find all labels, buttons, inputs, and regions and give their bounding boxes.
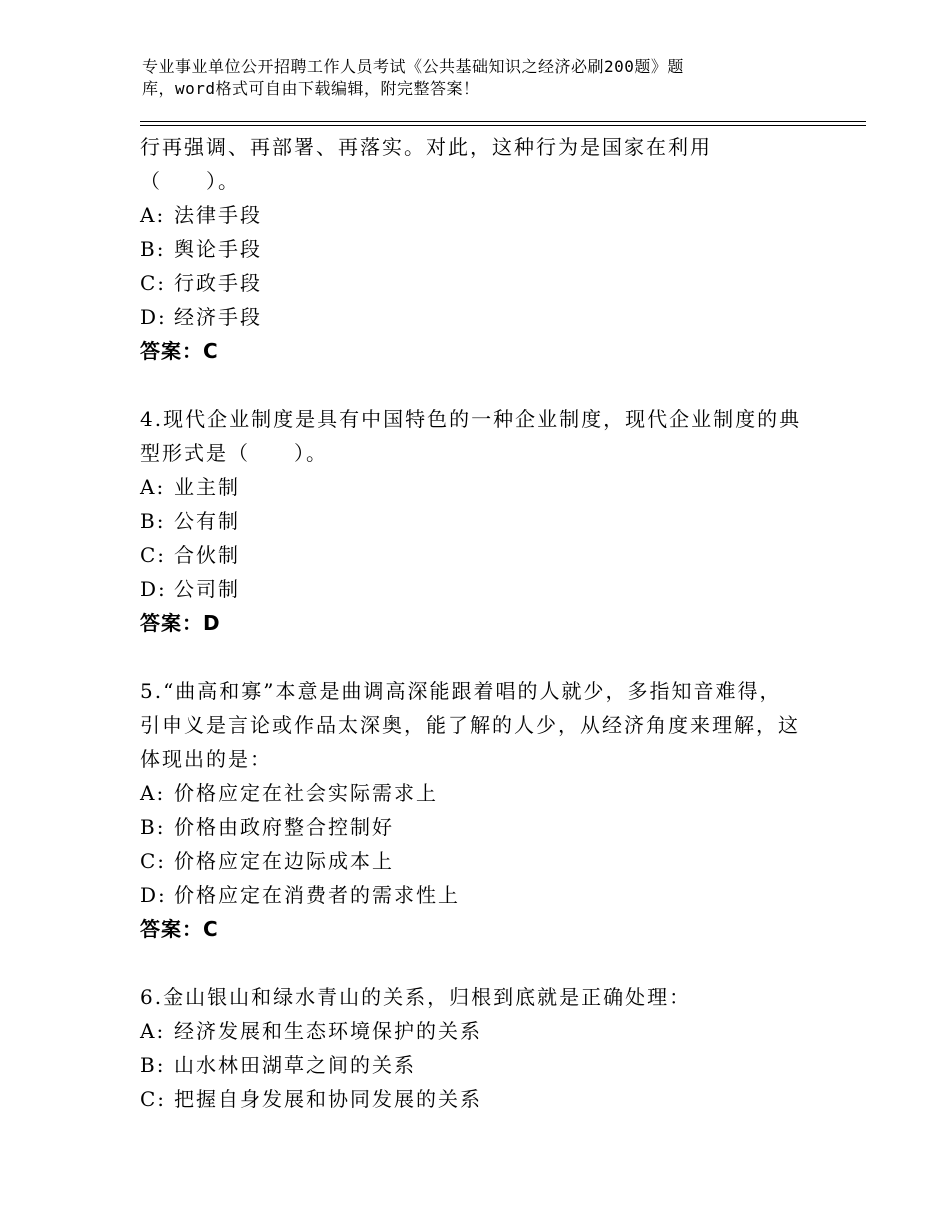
option-text: 价格由政府整合控制好 bbox=[174, 815, 394, 839]
option-a bbox=[140, 1014, 820, 1048]
spacer bbox=[140, 946, 820, 980]
option-letter: B: bbox=[140, 237, 166, 261]
option-c bbox=[140, 1082, 820, 1116]
option-text: 价格应定在社会实际需求上 bbox=[174, 781, 438, 805]
option-b bbox=[140, 232, 820, 266]
option-text: 公司制 bbox=[174, 577, 240, 601]
option-letter: D: bbox=[140, 883, 167, 907]
header-divider bbox=[140, 121, 866, 126]
option-d bbox=[140, 572, 820, 606]
option-text: 经济手段 bbox=[174, 305, 262, 329]
option-text: 合伙制 bbox=[174, 543, 240, 567]
option-text: 行政手段 bbox=[174, 271, 262, 295]
option-letter: D: bbox=[140, 577, 167, 601]
question-stem-line: 体现出的是： bbox=[140, 747, 272, 771]
option-text: 业主制 bbox=[174, 475, 240, 499]
option-b bbox=[140, 810, 820, 844]
option-text: 经济发展和生态环境保护的关系 bbox=[174, 1019, 482, 1043]
option-letter: C: bbox=[140, 271, 167, 295]
option-text: 舆论手段 bbox=[174, 237, 262, 261]
option-letter: B: bbox=[140, 815, 166, 839]
option-b bbox=[140, 1048, 820, 1082]
question-stem-line: 行再强调、再部署、再落实。对此，这种行为是国家在利用 bbox=[140, 135, 712, 159]
option-letter: C: bbox=[140, 543, 167, 567]
spacer bbox=[140, 640, 820, 674]
question-stem-line: （ ）。 bbox=[140, 169, 240, 193]
option-a bbox=[140, 470, 820, 504]
question-6 bbox=[140, 980, 820, 1116]
option-text: 把握自身发展和协同发展的关系 bbox=[174, 1087, 482, 1111]
answer-line: 答案：C bbox=[140, 339, 219, 363]
option-letter: A: bbox=[140, 1019, 166, 1043]
header-title-line-1: 专业事业单位公开招聘工作人员考试《公共基础知识之经济必刷200题》题 bbox=[142, 57, 684, 76]
question-stem-line: 引申义是言论或作品太深奥，能了解的人少，从经济角度来理解，这 bbox=[140, 713, 800, 737]
option-c bbox=[140, 538, 820, 572]
option-letter: D: bbox=[140, 305, 167, 329]
question-stem-line: 型形式是（ ）。 bbox=[140, 441, 328, 465]
option-text: 山水林田湖草之间的关系 bbox=[174, 1053, 416, 1077]
header-title-line-2: 库，word格式可自由下载编辑，附完整答案！ bbox=[142, 79, 480, 98]
option-b bbox=[140, 504, 820, 538]
option-text: 价格应定在边际成本上 bbox=[174, 849, 394, 873]
option-text: 公有制 bbox=[174, 509, 240, 533]
question-stem-line: 4.现代企业制度是具有中国特色的一种企业制度，现代企业制度的典 bbox=[140, 407, 802, 431]
option-letter: C: bbox=[140, 1087, 167, 1111]
question-4 bbox=[140, 402, 820, 640]
option-text: 价格应定在消费者的需求性上 bbox=[174, 883, 460, 907]
option-letter: A: bbox=[140, 475, 166, 499]
question-stem-line: 6.金山银山和绿水青山的关系，归根到底就是正确处理： bbox=[140, 985, 692, 1009]
option-d bbox=[140, 878, 820, 912]
answer-line: 答案：D bbox=[140, 611, 221, 635]
option-letter: A: bbox=[140, 781, 166, 805]
document-header bbox=[142, 56, 862, 100]
option-letter: C: bbox=[140, 849, 167, 873]
option-d bbox=[140, 300, 820, 334]
option-a bbox=[140, 776, 820, 810]
option-a bbox=[140, 198, 820, 232]
option-letter: A: bbox=[140, 203, 166, 227]
option-c bbox=[140, 844, 820, 878]
option-text: 法律手段 bbox=[174, 203, 262, 227]
spacer bbox=[140, 368, 820, 402]
option-letter: B: bbox=[140, 509, 166, 533]
question-list bbox=[140, 130, 820, 1116]
option-letter: B: bbox=[140, 1053, 166, 1077]
question-3 bbox=[140, 130, 820, 368]
answer-line: 答案：C bbox=[140, 917, 219, 941]
question-5 bbox=[140, 674, 820, 946]
option-c bbox=[140, 266, 820, 300]
question-stem-line: 5.“曲高和寡”本意是曲调高深能跟着唱的人就少，多指知音难得， bbox=[140, 679, 782, 703]
